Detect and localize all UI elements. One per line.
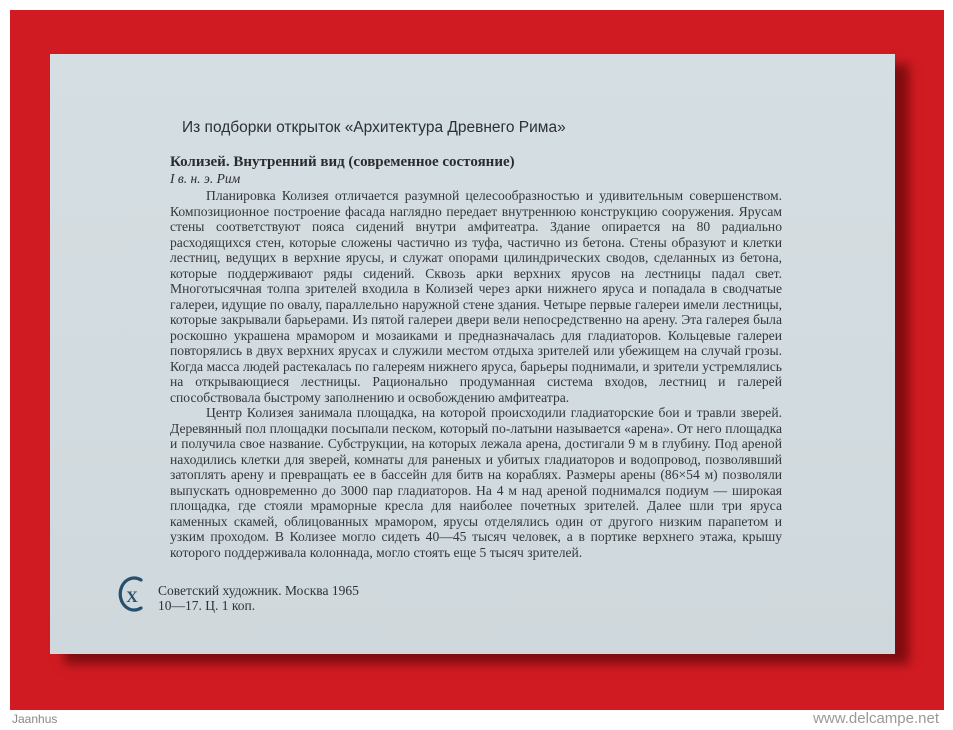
publisher-info (158, 583, 359, 613)
svg-text:X: X (126, 589, 138, 606)
series-header: Из подборки открыток «Архитектура Древнего Рима» (182, 119, 566, 136)
publisher-logo-icon (114, 574, 148, 614)
publisher-line: Советский художник. Москва 1965 (158, 583, 359, 598)
paragraph-1: Планировка Колизея отличается разумной целесообразностью и удивительным совершенством. Композиционное построение фасада наглядно передает внутреннюю конструкцию сооружения. Ярусам стены соответствуют пояса сидений внутри амфитеатра. Здание опирается на 80 радиально расходящихся стен, которые сложены частично из туфа, частично из бетона. Стены образуют и клетки лестниц, ведущих в верхние ярусы, и служат опорами цилиндрических сводов, сделанных из бетона, которые поддерживают ряды сидений. Сквозь арки верхних ярусов на лестницы падал свет. Многотысячная толпа зрителей входила в Колизей через арки нижнего яруса и попадала в сводчатые галереи, идущие по овалу, параллельно наружной стене здания. Четыре первые галереи имели лестницы, которые закрывали барьерами. Из пятой галереи двери вели непосредственно на арену. Эта галерея была роскошно украшена мрамором и мозаиками и предназначалась для гладиаторов. Кольцевые галереи повторялись в двух верхних ярусах и служили местом отдыха зрителей или убежищем на случай грозы. Когда масса людей растекалась по галереям нижнего яруса, барьеры поднимали, и зрители устремлялись на открывающиеся лестницы. Рационально продуманная система входов, лестниц и галерей способствовала быстрому заполнению и освобождению амфитеатра. (170, 188, 782, 405)
watermark-left: Jaanhus (12, 712, 58, 726)
card-title: Колизей. Внутренний вид (современное состояние) (170, 154, 515, 170)
watermark-right: www.delcampe.net (813, 710, 939, 727)
card-subtitle: I в. н. э. Рим (170, 171, 241, 186)
description-text (170, 188, 782, 560)
price-line: 10—17. Ц. 1 коп. (158, 598, 256, 613)
postcard-back (50, 54, 895, 654)
paragraph-2: Центр Колизея занимала площадка, на которой происходили гладиаторские бои и травли зверей. Деревянный пол площадки посыпали песком, который по-латыни называется «арена». От него площадка и получила свое название. Субструкции, на которых лежала арена, достигали 9 м в глубину. Под ареной находились клетки для зверей, комнаты для раненых и убитых гладиаторов и водопровод, позволявший затоплять арену и превращать ее в бассейн для битв на кораблях. Размеры арены (86×54 м) позволяли выпускать одновременно до 3000 пар гладиаторов. На 4 м над ареной поднимался подиум — широкая площадка, где стояли мраморные кресла для наиболее почетных зрителей. Далее шли три яруса каменных скамей, облицованных мрамором, ярусы отделялись один от другого низким парапетом и узким проходом. В Колизее могло сидеть 40—45 тысяч человек, а в портике верхнего этажа, крышу которого поддерживала колоннада, могло стоять еще 5 тысяч зрителей. (170, 405, 782, 560)
photo-background (10, 10, 944, 710)
